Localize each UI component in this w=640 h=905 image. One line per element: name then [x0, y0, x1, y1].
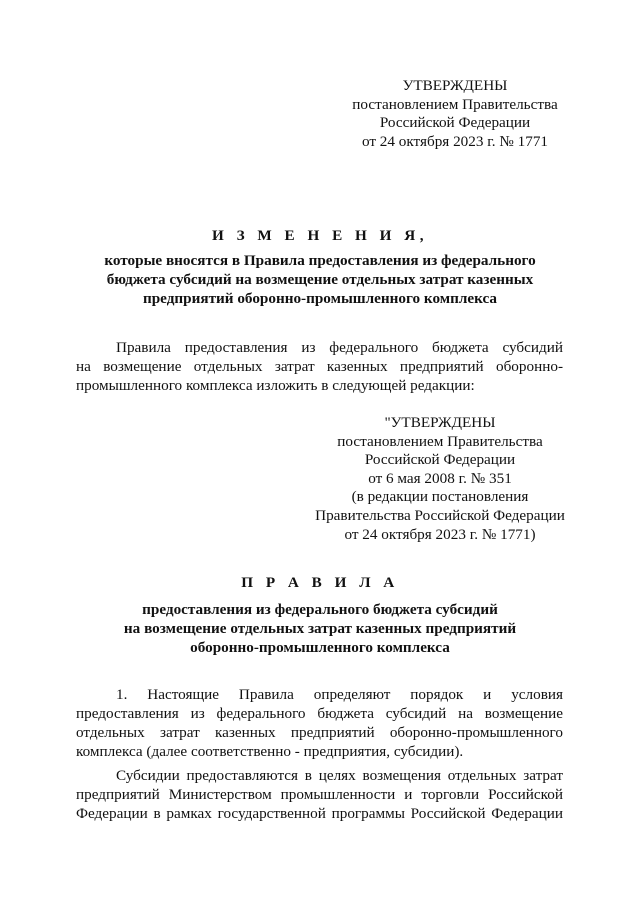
changes-subtitle-line: предприятий оборонно-промышленного комплекса [142, 290, 497, 307]
approval-stamp [330, 77, 580, 151]
paragraph-1 [76, 685, 563, 761]
approval-line: Правительства Российской Федерации [315, 506, 565, 524]
approval-line: постановлением Правительства [337, 432, 543, 450]
paragraph-line: Федерации в рамках государственной программы Российской Федерации [76, 805, 563, 822]
rules-subtitle-line: оборонно-промышленного комплекса [190, 639, 450, 656]
changes-heading: И З М Е Н Е Н И Я, [211, 227, 428, 244]
changes-subtitle-line: бюджета субсидий на возмещение отдельных затрат казенных [106, 271, 534, 288]
paragraph-line: предоставления из федерального бюджета субсидий на возмещение [76, 705, 563, 722]
paragraph-line: Субсидии предоставляются в целях возмещения отдельных затрат [116, 767, 563, 784]
paragraph-line: отдельных затрат казенных предприятий оборонно-промышленного [76, 724, 563, 741]
approval-line: от 24 октября 2023 г. № 1771) [344, 525, 536, 543]
approval-line: постановлением Правительства [352, 95, 558, 113]
paragraph-line: комплекса (далее соответственно - предприятия, субсидии). [76, 743, 464, 760]
changes-title [60, 226, 580, 308]
approval-line: "УТВЕРЖДЕНЫ [384, 414, 496, 431]
approval-line: от 6 мая 2008 г. № 351 [368, 469, 512, 487]
changes-subtitle-line: которые вносятся в Правила предоставления из федерального [104, 252, 536, 269]
approval-stamp-quoted [300, 414, 580, 544]
rules-subtitle-line: на возмещение отдельных затрат казенных предприятий [123, 620, 517, 637]
intro-paragraph [76, 338, 563, 395]
paragraph-line: предприятий Министерством промышленности и торговли Российской [76, 786, 563, 803]
paragraph-line: на возмещение отдельных затрат казенных предприятий оборонно- [76, 358, 563, 375]
rules-heading: П Р А В И Л А [241, 574, 399, 591]
paragraph-line: 1. Настоящие Правила определяют порядок и условия [116, 686, 563, 703]
approval-line: от 24 октября 2023 г. № 1771 [361, 132, 549, 150]
paragraph-line: промышленного комплекса изложить в следующей редакции: [76, 377, 475, 394]
paragraph-2 [76, 766, 563, 823]
approval-line: УТВЕРЖДЕНЫ [402, 77, 508, 94]
approval-line: Российской Федерации [364, 451, 516, 469]
approval-line: (в редакции постановления [351, 488, 529, 506]
paragraph-line: Правила предоставления из федерального бюджета субсидий [116, 339, 563, 356]
rules-title [60, 573, 580, 657]
approval-line: Российской Федерации [379, 114, 531, 131]
rules-subtitle-line: предоставления из федерального бюджета субсидий [142, 601, 498, 618]
